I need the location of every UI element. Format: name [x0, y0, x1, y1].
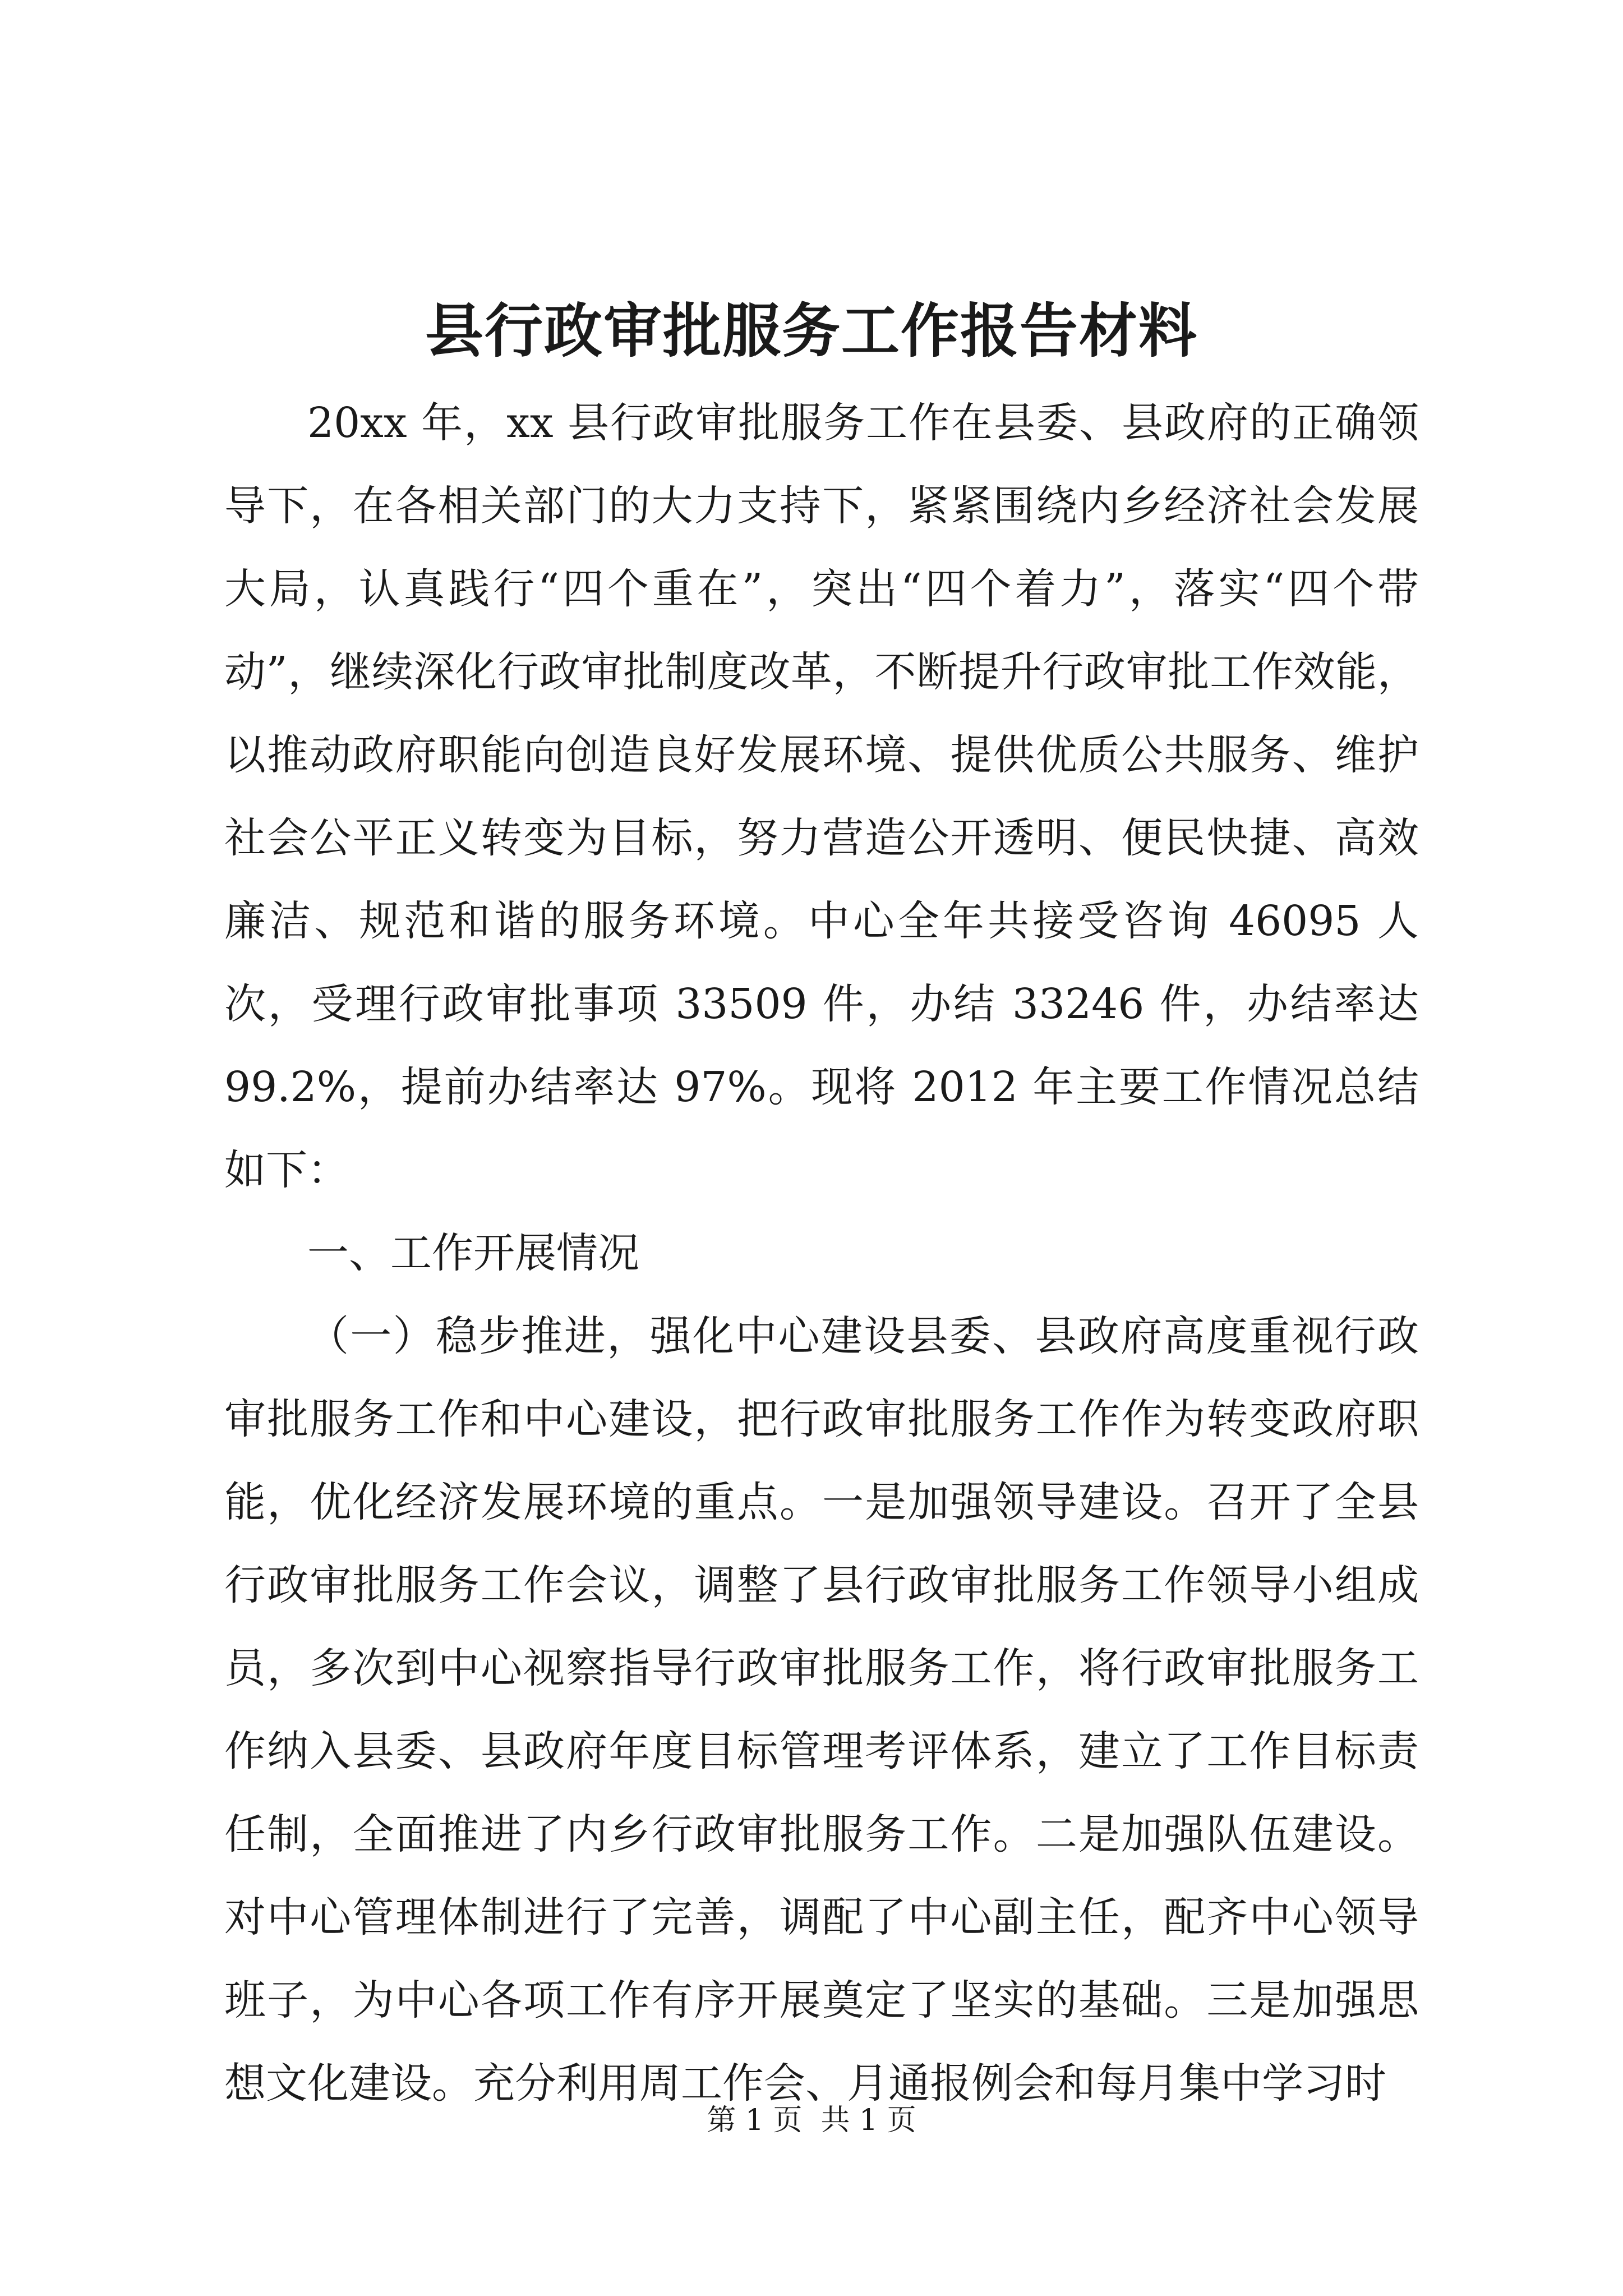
paragraph-subsection-1: （一）稳步推进，强化中心建设县委、县政府高度重视行政审批服务工作和中心建设，把行政审批服务工作作为转变政府职能，优化经济发展环境的重点。一是加强领导建设。召开了全县行政审批服务工作会议，调整了县行政审批服务工作领导小组成员，多次到中心视察指导行政审批服务工作，将行政审批服务工作纳入县委、县政府年度目标管理考评体系，建立了工作目标责任制，全面推进了内乡行政审批服务工作。二是加强队伍建设。对中心管理体制进行了完善，调配了中心副主任，配齐中心领导班子，为中心各项工作有序开展奠定了坚实的基础。三是加强思想文化建设。充分利用周工作会、月通报例会和每月集中学习时: [224, 1312, 1419, 2108]
page-number: 第 1 页 共 1 页: [707, 2104, 916, 2137]
page-footer: [0, 2101, 1623, 2140]
document-body: [224, 381, 1419, 2125]
section-heading: 一、工作开展情况: [307, 1229, 639, 1277]
paragraph-intro: 20xx 年，xx 县行政审批服务工作在县委、县政府的正确领导下，在各相关部门的大力支持下，紧紧围绕内乡经济社会发展大局，认真践行“四个重在”，突出“四个着力”，落实“四个带动”，继续深化行政审批制度改革，不断提升行政审批工作效能，以推动政府职能向创造良好发展环境、提供优质公共服务、维护社会公平正义转变为目标，努力营造公开透明、便民快捷、高效廉洁、规范和谐的服务环境。中心全年共接受咨询 46095 人次，受理行政审批事项 33509 件，办结 33246 件，办结率达 99.2%，提前办结率达 97%。现将 2012 年主要工作情况总结如下：: [224, 399, 1419, 1194]
document-title: 县行政审批服务工作报告材料: [425, 296, 1198, 365]
